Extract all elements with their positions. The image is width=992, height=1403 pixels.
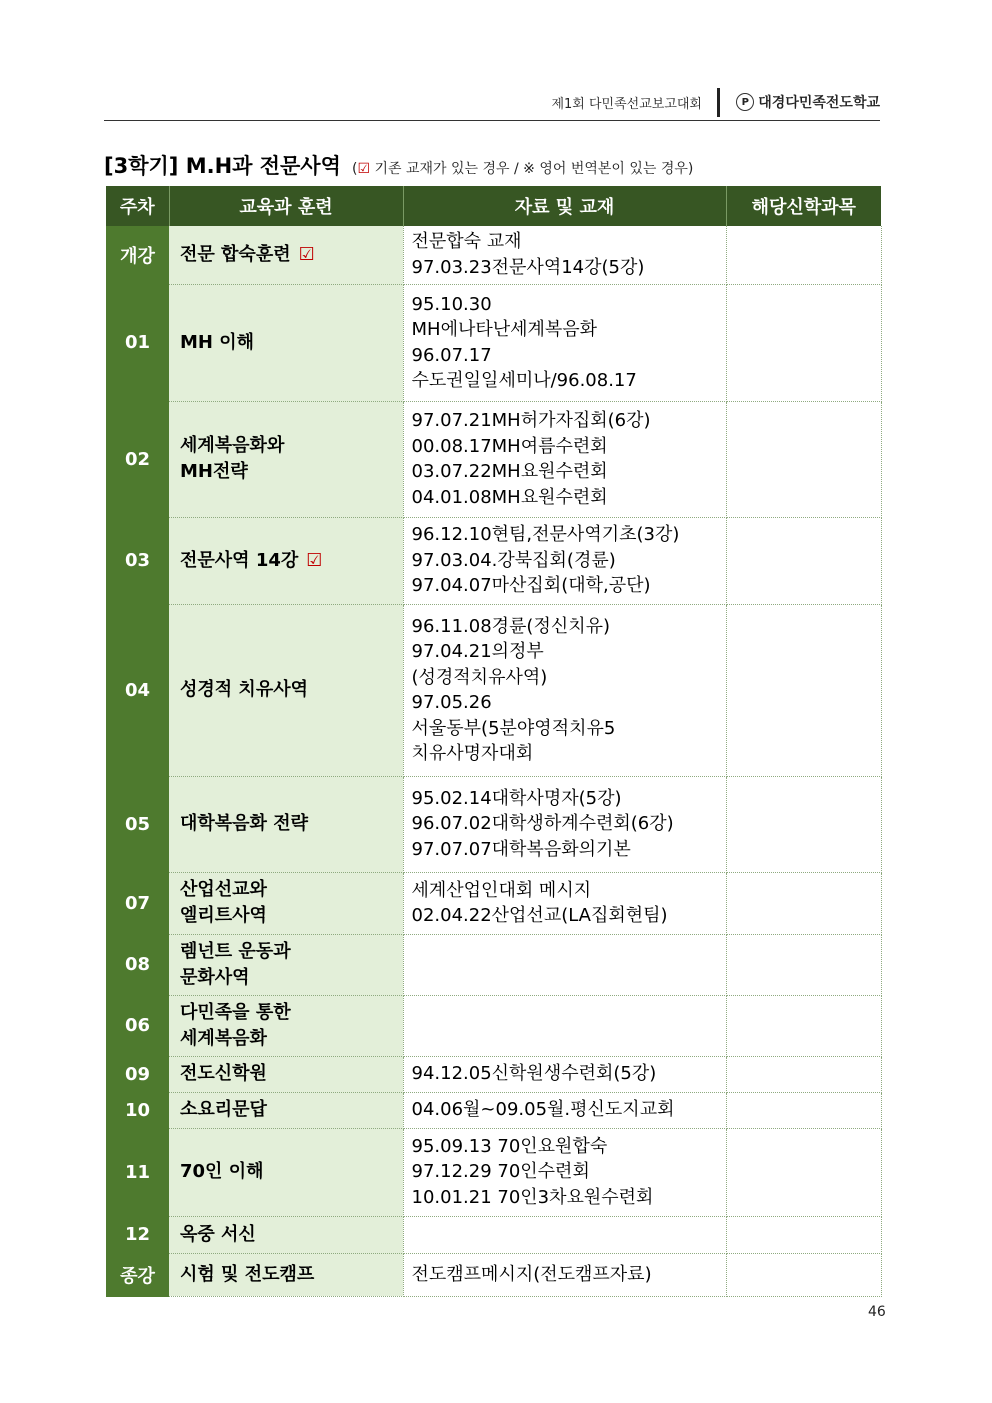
logo-mark-icon: P [736,93,754,111]
theology-cell [726,1128,881,1216]
table-row [106,1128,881,1216]
curriculum-table [106,186,882,1297]
subject-label: 렘넌트 운동과 문화사역 [180,940,291,988]
subject-cell [169,934,403,995]
week-cell: 09 [106,1056,169,1092]
table-row [106,517,881,604]
subject-cell [169,1216,403,1253]
materials-cell [403,995,726,1056]
subject-cell [169,995,403,1056]
theology-cell [726,1216,881,1253]
week-cell: 11 [106,1128,169,1216]
theology-cell [726,934,881,995]
week-cell: 종강 [106,1253,169,1296]
subject-label: 시험 및 전도캠프 [180,1263,315,1285]
table-row [106,1056,881,1092]
table-row [106,1216,881,1253]
subject-cell [169,401,403,517]
page-title [104,150,693,180]
theology-cell [726,776,881,872]
week-cell: 개강 [106,226,169,284]
column-header-theology: 해당신학과목 [726,186,881,226]
column-header-training: 교육과 훈련 [169,186,403,226]
subject-cell [169,1056,403,1092]
subject-label: 전문 합숙훈련 [180,243,291,265]
week-cell: 05 [106,776,169,872]
column-header-week: 주차 [106,186,169,226]
theology-cell [726,1092,881,1128]
table-row [106,872,881,934]
table-row [106,226,881,284]
subject-label: 소요리문답 [180,1099,267,1120]
table-row [106,401,881,517]
theology-cell [726,1253,881,1296]
subject-cell [169,776,403,872]
theology-cell [726,226,881,284]
theology-cell [726,284,881,401]
materials-cell: 전문합숙 교재 97.03.23전문사역14강(5강) [403,226,726,284]
week-cell: 04 [106,604,169,776]
subject-cell [169,517,403,604]
subject-cell [169,604,403,776]
subject-cell [169,1128,403,1216]
materials-cell: 95.10.30 MH에나타난세계복음화 96.07.17 수도권일일세미나/96.08.17 [403,284,726,401]
page-number: 46 [868,1304,886,1320]
title-main: [3학기] M.H과 전문사역 [104,154,341,178]
page-header [104,88,880,121]
table-row [106,1092,881,1128]
week-cell: 06 [106,995,169,1056]
subject-label: 옥중 서신 [180,1223,256,1245]
week-cell: 07 [106,872,169,934]
theology-cell [726,995,881,1056]
subject-label: 산업선교와 엘리트사역 [180,879,267,926]
theology-cell [726,872,881,934]
theology-cell [726,1056,881,1092]
materials-cell: 94.12.05신학원생수련회(5강) [403,1056,726,1092]
week-cell: 10 [106,1092,169,1128]
header-text: 제1회 다민족선교보고대회 [551,97,702,112]
header-divider [717,88,720,117]
theology-cell [726,604,881,776]
table-row [106,604,881,776]
table-row [106,284,881,401]
table-row [106,934,881,995]
theology-cell [726,401,881,517]
subject-label: 전문사역 14강 [180,549,299,571]
materials-cell: 04.06월~09.05월.평신도지교회 [403,1092,726,1128]
table-row [106,995,881,1056]
theology-cell [726,517,881,604]
week-cell: 08 [106,934,169,995]
school-logo [736,92,880,112]
subject-label: 70인 이해 [180,1161,264,1182]
week-cell: 02 [106,401,169,517]
materials-cell: 전도캠프메시지(전도캠프자료) [403,1253,726,1296]
subject-label: 대학복음화 전략 [180,813,308,834]
materials-cell [403,1216,726,1253]
materials-cell: 95.09.13 70인요원합숙 97.12.29 70인수련회 10.01.21 70인3차요원수련회 [403,1128,726,1216]
materials-cell: 95.02.14대학사명자(5강) 96.07.02대학생하계수련회(6강) 97.07.07대학복음화의기본 [403,776,726,872]
subject-cell [169,226,403,284]
subject-cell [169,1092,403,1128]
materials-cell: 97.07.21MH허가자집회(6강) 00.08.17MH여름수련회 03.07.22MH요원수련회 04.01.08MH요원수련회 [403,401,726,517]
checkbox-icon: ☑ [306,549,323,571]
materials-cell: 세계산업인대회 메시지 02.04.22산업선교(LA집회현팀) [403,872,726,934]
week-cell: 12 [106,1216,169,1253]
subject-label: MH 이해 [180,331,255,353]
materials-cell [403,934,726,995]
logo-text: 대경다민족전도학교 [758,95,880,111]
subject-label: 다민족을 통한 세계복음화 [180,1001,291,1049]
subject-label: 세계복음화와 MH전략 [180,435,285,482]
table-row [106,1253,881,1296]
subject-cell [169,1253,403,1296]
subject-label: 성경적 치유사역 [180,679,308,700]
table-header-row [106,186,881,226]
checkbox-icon: ☑ [298,243,315,265]
materials-cell: 96.11.08경륜(정신치유) 97.04.21의정부 (성경적치유사역) 97.05.26 서울동부(5분야영적치유5 치유사명자대회 [403,604,726,776]
subject-cell [169,284,403,401]
subject-cell [169,872,403,934]
materials-cell: 96.12.10현팀,전문사역기초(3강) 97.03.04.강북집회(경륜) 97.04.07마산집회(대학,공단) [403,517,726,604]
week-cell: 03 [106,517,169,604]
subject-label: 전도신학원 [180,1063,267,1084]
week-cell: 01 [106,284,169,401]
table-row [106,776,881,872]
title-legend: (☑ 기존 교재가 있는 경우 / ※ 영어 번역본이 있는 경우) [351,161,694,177]
column-header-materials: 자료 및 교재 [403,186,726,226]
